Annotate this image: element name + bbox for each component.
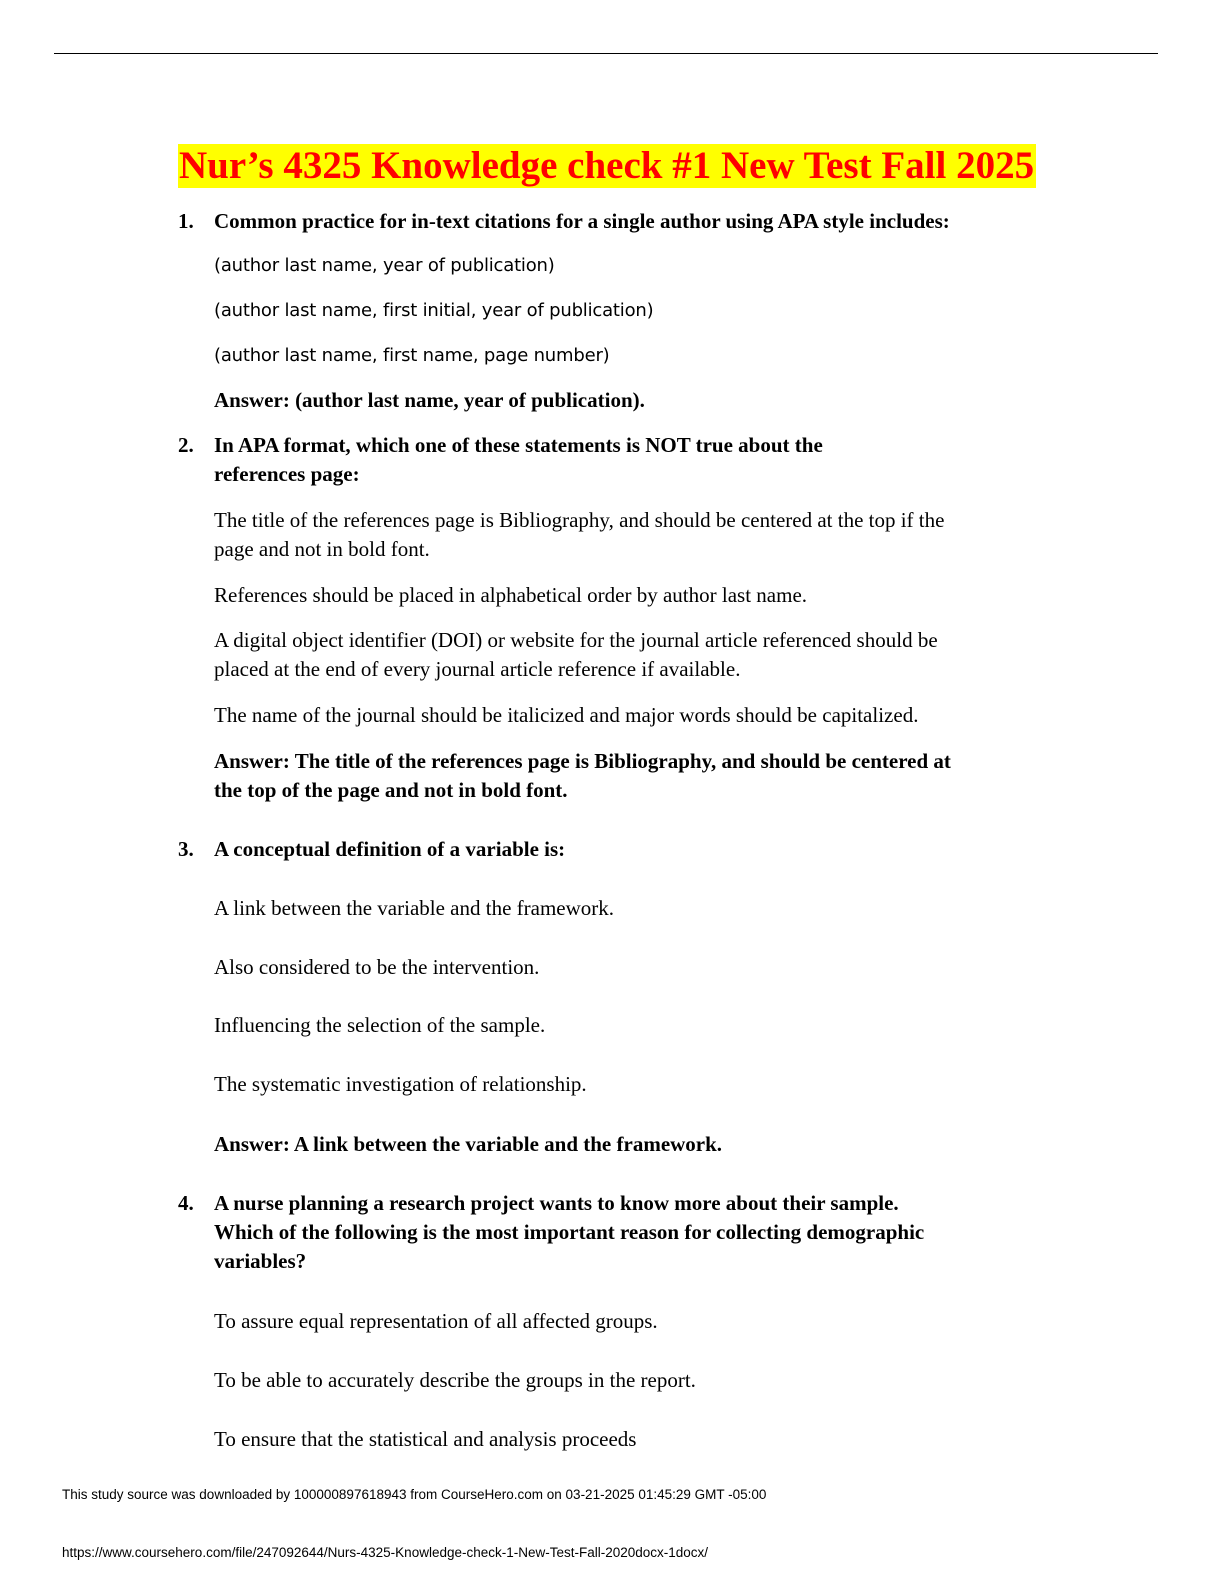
question-2-number: 2.: [178, 433, 194, 457]
header-rule: [54, 53, 1158, 54]
question-1-option-c: (author last name, first name, page number): [214, 345, 610, 366]
question-3-option-a: A link between the variable and the framework.: [214, 896, 615, 920]
question-2-text-line-1: In APA format, which one of these statements is NOT true about the: [214, 433, 823, 457]
question-3-option-d: The systematic investigation of relationship.: [214, 1072, 587, 1096]
question-4-option-c: To ensure that the statistical and analysis proceeds: [214, 1427, 637, 1451]
question-3-number: 3.: [178, 837, 194, 861]
question-3-text: A conceptual definition of a variable is:: [214, 837, 566, 861]
question-3-answer: Answer: A link between the variable and the framework.: [214, 1132, 723, 1156]
question-3-option-c: Influencing the selection of the sample.: [214, 1013, 546, 1037]
question-1-option-a: (author last name, year of publication): [214, 255, 555, 276]
question-2-option-c-line-1: A digital object identifier (DOI) or website for the journal article referenced should be: [214, 628, 938, 652]
download-notice: This study source was downloaded by 100000897618943 from CourseHero.com on 03-21-2025 01:45:29 GMT -05:00: [62, 1487, 767, 1502]
question-4-text-line-3: variables?: [214, 1249, 307, 1273]
question-2-option-a-line-1: The title of the references page is Bibliography, and should be centered at the top if the: [214, 508, 945, 532]
question-2-option-a-line-2: page and not in bold font.: [214, 537, 430, 561]
question-1-text: Common practice for in-text citations for a single author using APA style includes:: [214, 209, 950, 233]
question-4-number: 4.: [178, 1191, 194, 1215]
question-2-option-b: References should be placed in alphabetical order by author last name.: [214, 583, 808, 607]
question-2-answer-line-2: the top of the page and not in bold font.: [214, 778, 568, 802]
question-1-option-b: (author last name, first initial, year of publication): [214, 300, 654, 321]
document-title: Nur’s 4325 Knowledge check #1 New Test Fall 2025: [179, 144, 1035, 187]
source-url-link[interactable]: https://www.coursehero.com/file/247092644/Nurs-4325-Knowledge-check-1-New-Test-Fall-2020docx-1docx/: [62, 1545, 709, 1560]
question-4-option-b: To be able to accurately describe the groups in the report.: [214, 1368, 696, 1392]
question-4-option-a: To assure equal representation of all affected groups.: [214, 1309, 658, 1333]
question-4-text-line-2: Which of the following is the most important reason for collecting demographic: [214, 1220, 925, 1244]
question-4-text-line-1: A nurse planning a research project wants to know more about their sample.: [214, 1191, 899, 1215]
question-1-answer: Answer: (author last name, year of publication).: [214, 388, 645, 412]
question-2-option-d: The name of the journal should be italicized and major words should be capitalized.: [214, 703, 919, 727]
question-1-number: 1.: [178, 209, 194, 233]
question-3-option-b: Also considered to be the intervention.: [214, 955, 540, 979]
question-2-answer-line-1: Answer: The title of the references page is Bibliography, and should be centered at: [214, 749, 951, 773]
question-2-text-line-2: references page:: [214, 462, 360, 486]
question-2-option-c-line-2: placed at the end of every journal article reference if available.: [214, 657, 741, 681]
